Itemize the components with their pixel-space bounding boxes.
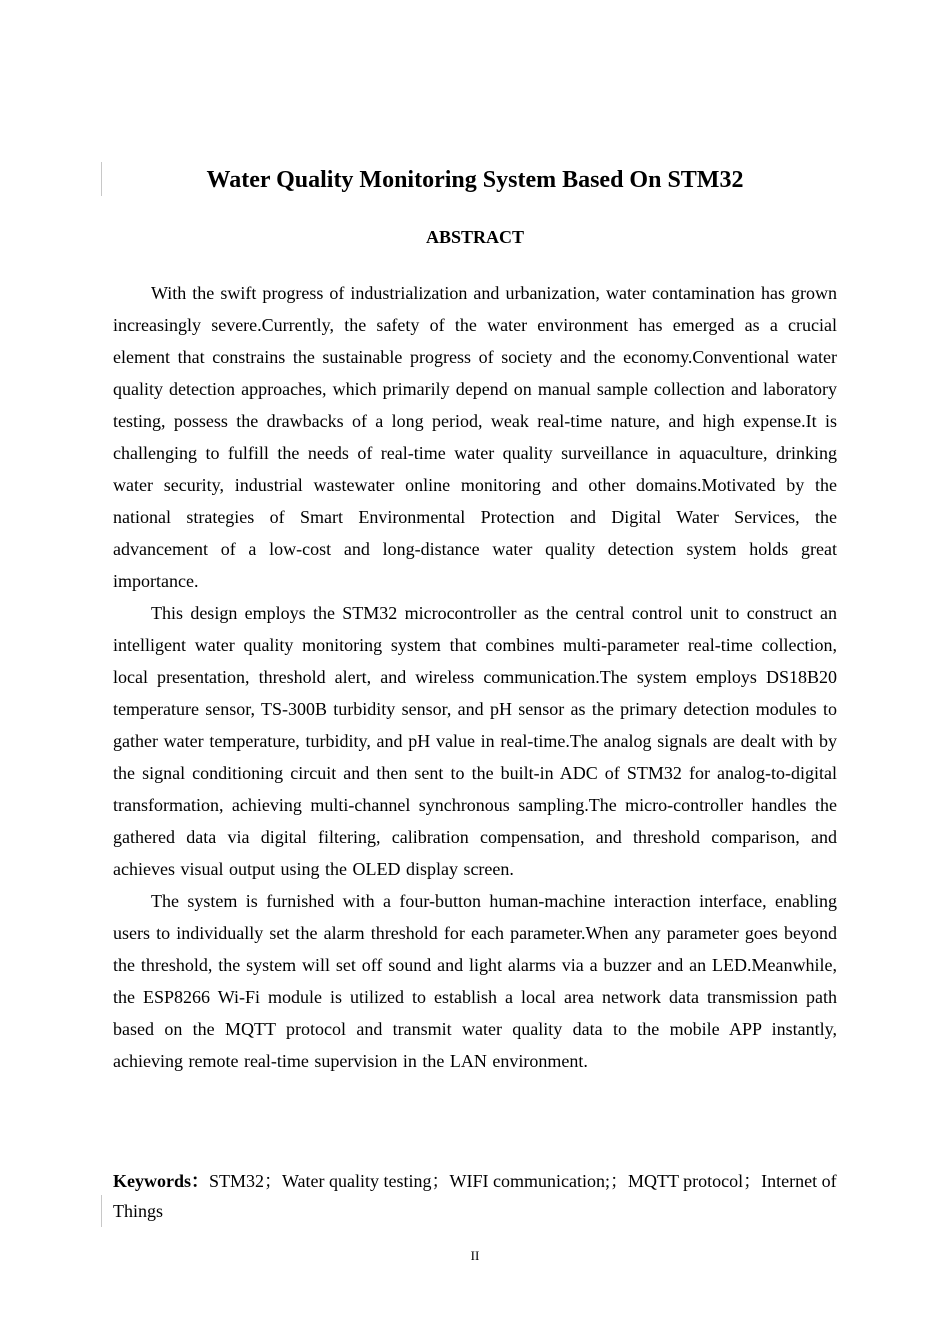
abstract-paragraph-1: With the swift progress of industrialization and urbanization, water contamination has grown increasingly severe.Currently, the safety of the water environment has emerged as a crucial element that constrains the sustainable progress of society and the economy.Conventional water quality detection approaches, which primarily depend on manual sample collection and laboratory testing, possess the drawbacks of a long period, weak real-time nature, and high expense.It is challenging to fulfill the needs of real-time water quality surveillance in aquaculture, drinking water security, industrial wastewater online monitoring and other domains.Motivated by the national strategies of Smart Environmental Protection and Digital Water Services, the advancement of a low-cost and long-distance water quality detection system holds great importance. [113,283,837,591]
abstract-paragraph-2: This design employs the STM32 microcontroller as the central control unit to construct an intelligent water quality monitoring system that combines multi-parameter real-time collection, local presentation, threshold alert, and wireless communication.The system employs DS18B20 temperature sensor, TS-300B turbidity sensor, and pH sensor as the primary detection modules to gather water temperature, turbidity, and pH value in real-time.The analog signals are dealt with by the signal conditioning circuit and then sent to the built-in ADC of STM32 for analog-to-digital transformation, achieving multi-channel synchronous sampling.The micro-controller handles the gathered data via digital filtering, calibration compensation, and threshold comparison, and achieves visual output using the OLED display screen. [113,603,837,879]
abstract-body [113,277,837,1077]
margin-marker-top [101,162,102,196]
paper-title: Water Quality Monitoring System Based On STM32 [206,167,744,193]
keywords-text: STM32；Water quality testing；WIFI communication;；MQTT protocol；Internet of Things [113,1171,837,1221]
abstract-paragraph-3: The system is furnished with a four-button human-machine interaction interface, enabling users to individually set the alarm threshold for each parameter.When any parameter goes beyond the threshold, the system will set off sound and light alarms via a buzzer and an LED.Meanwhile, the ESP8266 Wi-Fi module is utilized to establish a local area network data transmission path based on the MQTT protocol and transmit water quality data to the mobile APP instantly, achieving remote real-time supervision in the LAN environment. [113,891,837,1071]
keywords-label: Keywords： [113,1171,209,1191]
page-number: II [470,1248,480,1263]
abstract-heading: ABSTRACT [425,227,525,247]
margin-marker-bottom [101,1195,102,1227]
keywords-line [113,1166,837,1226]
